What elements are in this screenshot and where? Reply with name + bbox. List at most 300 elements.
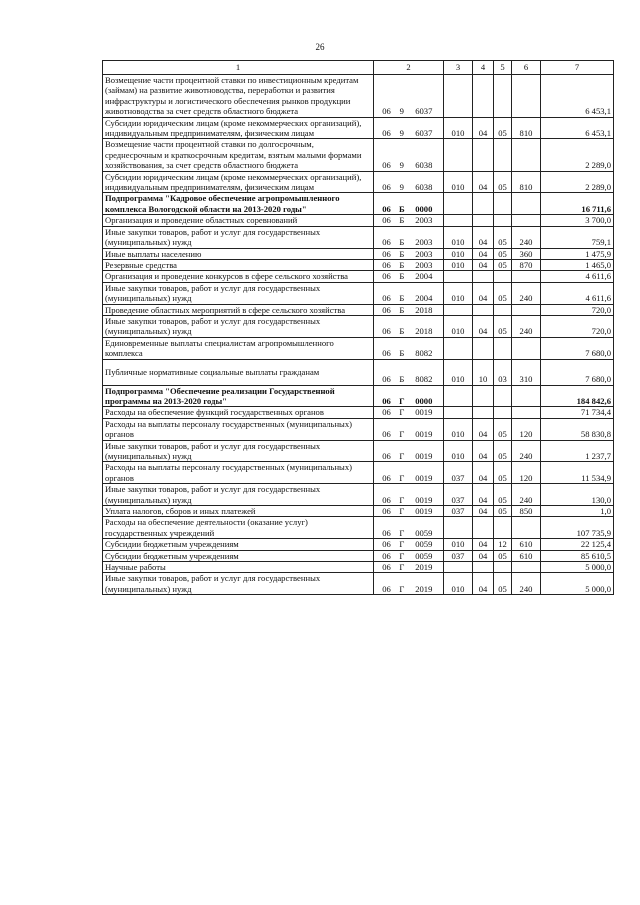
code-section: 06 <box>382 326 391 337</box>
row-amount: 1 465,0 <box>541 259 614 270</box>
row-expense-type <box>512 215 541 226</box>
row-amount: 6 453,1 <box>541 75 614 118</box>
code-direction: 2003 <box>415 215 433 226</box>
code-section: 06 <box>382 248 391 259</box>
row-code <box>374 407 444 418</box>
row-section: 04 <box>473 573 494 595</box>
code-subprogram: Г <box>399 506 405 517</box>
row-name: Иные закупки товаров, работ и услуг для государственных (муниципальных) нужд <box>103 315 374 337</box>
row-section <box>473 304 494 315</box>
row-section: 04 <box>473 226 494 248</box>
code-direction: 8082 <box>415 348 433 359</box>
row-expense-type <box>512 562 541 573</box>
row-subsection <box>494 562 512 573</box>
code-subprogram: 9 <box>399 128 404 139</box>
row-code <box>374 550 444 561</box>
table-row <box>103 304 614 315</box>
code-section: 06 <box>382 348 391 359</box>
table-row <box>103 226 614 248</box>
row-expense-type <box>512 193 541 215</box>
table-row <box>103 359 614 385</box>
code-direction: 0059 <box>415 550 433 561</box>
row-ministry: 010 <box>444 573 473 595</box>
row-section <box>473 562 494 573</box>
row-subsection <box>494 215 512 226</box>
row-ministry: 037 <box>444 506 473 517</box>
code-section: 06 <box>382 304 391 315</box>
code-section: 06 <box>382 472 391 483</box>
row-expense-type: 120 <box>512 418 541 440</box>
row-ministry: 010 <box>444 248 473 259</box>
code-section: 06 <box>382 215 391 226</box>
table-row <box>103 315 614 337</box>
code-direction: 6038 <box>415 160 433 171</box>
row-ministry: 010 <box>444 117 473 139</box>
row-amount: 759,1 <box>541 226 614 248</box>
row-amount: 6 453,1 <box>541 117 614 139</box>
row-section: 04 <box>473 539 494 550</box>
row-section: 04 <box>473 171 494 193</box>
code-direction: 0019 <box>415 506 433 517</box>
row-ministry <box>444 385 473 407</box>
code-direction: 0000 <box>415 203 433 214</box>
row-amount: 2 289,0 <box>541 171 614 193</box>
row-ministry: 037 <box>444 462 473 484</box>
row-code <box>374 440 444 462</box>
row-expense-type <box>512 337 541 359</box>
code-subprogram: Г <box>399 395 405 406</box>
row-amount: 107 735,9 <box>541 517 614 539</box>
row-ministry <box>444 139 473 171</box>
row-code <box>374 117 444 139</box>
row-ministry <box>444 75 473 118</box>
row-section: 04 <box>473 259 494 270</box>
row-code <box>374 573 444 595</box>
row-name: Расходы на выплаты персоналу государственных (муниципальных) органов <box>103 418 374 440</box>
header-cell-4: 4 <box>473 61 494 75</box>
row-amount: 7 680,0 <box>541 359 614 385</box>
row-section <box>473 271 494 282</box>
row-section: 04 <box>473 440 494 462</box>
code-subprogram: Г <box>399 494 405 505</box>
row-amount: 11 534,9 <box>541 462 614 484</box>
row-ministry <box>444 271 473 282</box>
table-row <box>103 171 614 193</box>
row-subsection: 05 <box>494 550 512 561</box>
header-cell-3: 3 <box>444 61 473 75</box>
row-amount: 1 237,7 <box>541 440 614 462</box>
table-row <box>103 573 614 595</box>
table-row <box>103 248 614 259</box>
table-row <box>103 484 614 506</box>
row-ministry: 010 <box>444 282 473 304</box>
row-expense-type: 870 <box>512 259 541 270</box>
code-direction: 2003 <box>415 248 433 259</box>
code-subprogram: 9 <box>399 106 404 117</box>
row-section <box>473 385 494 407</box>
code-direction: 6037 <box>415 106 433 117</box>
row-section: 04 <box>473 117 494 139</box>
row-name: Субсидии бюджетным учреждениям <box>103 550 374 561</box>
code-subprogram: Г <box>399 429 405 440</box>
row-section: 04 <box>473 462 494 484</box>
table-row <box>103 193 614 215</box>
row-section <box>473 139 494 171</box>
row-name: Возмещение части процентной ставки по долгосрочным, среднесрочным и краткосрочным кредитам, взятым малыми формами хозяйствования, за счет средств областного бюджета <box>103 139 374 171</box>
code-section: 06 <box>382 293 391 304</box>
row-expense-type <box>512 385 541 407</box>
header-cell-1: 1 <box>103 61 374 75</box>
code-section: 06 <box>382 203 391 214</box>
code-subprogram: Г <box>399 527 405 538</box>
row-expense-type: 240 <box>512 315 541 337</box>
code-subprogram: Б <box>399 259 405 270</box>
code-subprogram: Б <box>399 215 405 226</box>
header-row <box>103 61 614 75</box>
row-name: Расходы на выплаты персоналу государственных (муниципальных) органов <box>103 462 374 484</box>
row-code <box>374 139 444 171</box>
row-ministry: 010 <box>444 418 473 440</box>
row-section: 04 <box>473 315 494 337</box>
row-expense-type: 360 <box>512 248 541 259</box>
row-ministry: 010 <box>444 171 473 193</box>
code-section: 06 <box>382 506 391 517</box>
code-subprogram: Б <box>399 248 405 259</box>
row-ministry: 037 <box>444 484 473 506</box>
row-section: 04 <box>473 550 494 561</box>
row-ministry: 010 <box>444 359 473 385</box>
row-code <box>374 282 444 304</box>
row-amount: 3 700,0 <box>541 215 614 226</box>
row-subsection <box>494 304 512 315</box>
code-subprogram: Б <box>399 326 405 337</box>
code-section: 06 <box>382 562 391 573</box>
table-row <box>103 539 614 550</box>
code-subprogram: Г <box>399 472 405 483</box>
row-name: Подпрограмма "Кадровое обеспечение агропромышленного комплекса Вологодской области на 2013-2020 годы" <box>103 193 374 215</box>
code-section: 06 <box>382 550 391 561</box>
code-subprogram: Г <box>399 550 405 561</box>
row-subsection: 05 <box>494 506 512 517</box>
row-subsection: 05 <box>494 282 512 304</box>
code-subprogram: Б <box>399 271 405 282</box>
row-ministry: 010 <box>444 440 473 462</box>
code-subprogram: Г <box>399 583 405 594</box>
code-section: 06 <box>382 451 391 461</box>
row-code <box>374 385 444 407</box>
code-direction: 0019 <box>415 472 433 483</box>
row-subsection <box>494 75 512 118</box>
row-code <box>374 418 444 440</box>
row-name: Субсидии юридическим лицам (кроме некоммерческих организаций), индивидуальным предпринимателям, физическим лицам <box>103 117 374 139</box>
code-direction: 6037 <box>415 128 433 139</box>
row-amount: 71 734,4 <box>541 407 614 418</box>
row-expense-type <box>512 271 541 282</box>
row-subsection: 05 <box>494 462 512 484</box>
row-section: 04 <box>473 506 494 517</box>
row-subsection: 05 <box>494 484 512 506</box>
row-subsection: 03 <box>494 359 512 385</box>
row-section: 10 <box>473 359 494 385</box>
row-name: Субсидии бюджетным учреждениям <box>103 539 374 550</box>
row-code <box>374 304 444 315</box>
code-direction: 6038 <box>415 182 433 193</box>
table-row <box>103 215 614 226</box>
row-amount: 5 000,0 <box>541 573 614 595</box>
row-amount: 184 842,6 <box>541 385 614 407</box>
code-subprogram: Б <box>399 374 405 385</box>
row-code <box>374 506 444 517</box>
row-name: Возмещение части процентной ставки по инвестиционным кредитам (займам) на развитие животноводства, переработки и развития инфраструктуры и логистического обеспечения рынков продукции животноводства за счет средств областного бюджета <box>103 75 374 118</box>
code-section: 06 <box>382 527 391 538</box>
row-name: Расходы на обеспечение функций государственных органов <box>103 407 374 418</box>
row-subsection <box>494 407 512 418</box>
code-subprogram: Б <box>399 237 405 248</box>
row-section: 04 <box>473 282 494 304</box>
table-row <box>103 418 614 440</box>
row-code <box>374 359 444 385</box>
row-ministry: 010 <box>444 259 473 270</box>
row-code <box>374 259 444 270</box>
row-code <box>374 337 444 359</box>
code-direction: 2003 <box>415 237 433 248</box>
row-name: Иные выплаты населению <box>103 248 374 259</box>
row-subsection: 05 <box>494 171 512 193</box>
code-subprogram: Г <box>399 539 405 550</box>
row-subsection: 12 <box>494 539 512 550</box>
row-expense-type <box>512 304 541 315</box>
code-direction: 0019 <box>415 494 433 505</box>
row-amount: 2 289,0 <box>541 139 614 171</box>
row-name: Единовременные выплаты специалистам агропромышленного комплекса <box>103 337 374 359</box>
row-subsection <box>494 385 512 407</box>
row-code <box>374 462 444 484</box>
row-section <box>473 517 494 539</box>
row-name: Иные закупки товаров, работ и услуг для государственных (муниципальных) нужд <box>103 282 374 304</box>
row-subsection: 05 <box>494 573 512 595</box>
code-direction: 2018 <box>415 304 433 315</box>
code-section: 06 <box>382 237 391 248</box>
row-section <box>473 75 494 118</box>
row-name: Расходы на обеспечение деятельности (оказание услуг) государственных учреждений <box>103 517 374 539</box>
code-section: 06 <box>382 259 391 270</box>
row-expense-type: 240 <box>512 282 541 304</box>
table-row <box>103 75 614 118</box>
row-section <box>473 407 494 418</box>
code-direction: 2003 <box>415 259 433 270</box>
row-name: Иные закупки товаров, работ и услуг для государственных (муниципальных) нужд <box>103 440 374 462</box>
table-row <box>103 407 614 418</box>
table-row <box>103 517 614 539</box>
code-subprogram: Б <box>399 293 405 304</box>
row-expense-type: 810 <box>512 117 541 139</box>
row-subsection <box>494 337 512 359</box>
budget-table <box>102 60 614 595</box>
header-cell-2: 2 <box>374 61 444 75</box>
row-ministry: 010 <box>444 539 473 550</box>
row-code <box>374 271 444 282</box>
row-expense-type: 310 <box>512 359 541 385</box>
row-amount: 5 000,0 <box>541 562 614 573</box>
row-amount: 1 475,9 <box>541 248 614 259</box>
row-amount: 4 611,6 <box>541 271 614 282</box>
table-row <box>103 440 614 462</box>
row-amount: 85 610,5 <box>541 550 614 561</box>
code-section: 06 <box>382 395 391 406</box>
code-section: 06 <box>382 271 391 282</box>
row-section: 04 <box>473 248 494 259</box>
row-subsection <box>494 271 512 282</box>
row-subsection <box>494 193 512 215</box>
row-name: Публичные нормативные социальные выплаты гражданам <box>103 359 374 385</box>
row-subsection: 05 <box>494 315 512 337</box>
row-ministry <box>444 215 473 226</box>
table-row <box>103 271 614 282</box>
row-subsection <box>494 517 512 539</box>
row-name: Субсидии юридическим лицам (кроме некоммерческих организаций), индивидуальным предпринимателям, физическим лицам <box>103 171 374 193</box>
row-code <box>374 171 444 193</box>
row-amount: 16 711,6 <box>541 193 614 215</box>
header-cell-5: 5 <box>494 61 512 75</box>
row-subsection: 05 <box>494 248 512 259</box>
row-ministry <box>444 407 473 418</box>
code-section: 06 <box>382 182 391 193</box>
row-ministry <box>444 562 473 573</box>
row-section: 04 <box>473 418 494 440</box>
row-expense-type: 120 <box>512 462 541 484</box>
table-row <box>103 550 614 561</box>
row-expense-type: 810 <box>512 171 541 193</box>
code-direction: 2004 <box>415 271 433 282</box>
code-subprogram: 9 <box>399 160 404 171</box>
table-row <box>103 337 614 359</box>
code-section: 06 <box>382 374 391 385</box>
row-code <box>374 315 444 337</box>
row-amount: 1,0 <box>541 506 614 517</box>
row-code <box>374 75 444 118</box>
row-expense-type <box>512 407 541 418</box>
row-section: 04 <box>473 484 494 506</box>
row-ministry: 010 <box>444 315 473 337</box>
row-subsection: 05 <box>494 117 512 139</box>
row-code <box>374 248 444 259</box>
header-cell-6: 6 <box>512 61 541 75</box>
code-direction: 2019 <box>415 562 433 573</box>
code-section: 06 <box>382 407 391 418</box>
code-subprogram: Г <box>399 562 405 573</box>
row-name: Проведение областных мероприятий в сфере сельского хозяйства <box>103 304 374 315</box>
row-code <box>374 562 444 573</box>
row-expense-type <box>512 139 541 171</box>
row-name: Организация и проведение конкурсов в сфере сельского хозяйства <box>103 271 374 282</box>
row-expense-type: 850 <box>512 506 541 517</box>
row-name: Резервные средства <box>103 259 374 270</box>
row-name: Иные закупки товаров, работ и услуг для государственных (муниципальных) нужд <box>103 573 374 595</box>
table-row <box>103 562 614 573</box>
header-cell-7: 7 <box>541 61 614 75</box>
row-expense-type: 610 <box>512 550 541 561</box>
row-expense-type: 240 <box>512 484 541 506</box>
row-code <box>374 484 444 506</box>
table-row <box>103 139 614 171</box>
row-ministry: 010 <box>444 226 473 248</box>
code-section: 06 <box>382 106 391 117</box>
row-subsection: 05 <box>494 226 512 248</box>
row-subsection: 05 <box>494 259 512 270</box>
code-section: 06 <box>382 128 391 139</box>
code-subprogram: Г <box>399 407 405 418</box>
code-direction: 0000 <box>415 395 433 406</box>
row-code <box>374 539 444 550</box>
row-amount: 720,0 <box>541 304 614 315</box>
row-ministry <box>444 337 473 359</box>
row-name: Уплата налогов, сборов и иных платежей <box>103 506 374 517</box>
code-direction: 0019 <box>415 451 433 461</box>
code-direction: 0059 <box>415 539 433 550</box>
row-amount: 22 125,4 <box>541 539 614 550</box>
row-code <box>374 226 444 248</box>
code-section: 06 <box>382 429 391 440</box>
code-section: 06 <box>382 583 391 594</box>
code-direction: 0019 <box>415 407 433 418</box>
row-section <box>473 215 494 226</box>
row-expense-type: 610 <box>512 539 541 550</box>
table-row <box>103 259 614 270</box>
row-code <box>374 193 444 215</box>
row-code <box>374 215 444 226</box>
code-subprogram: Г <box>399 451 405 461</box>
code-direction: 0019 <box>415 429 433 440</box>
row-expense-type <box>512 75 541 118</box>
table-row <box>103 506 614 517</box>
row-name: Организация и проведение областных соревнований <box>103 215 374 226</box>
row-amount: 130,0 <box>541 484 614 506</box>
row-amount: 720,0 <box>541 315 614 337</box>
code-direction: 0059 <box>415 527 433 538</box>
code-section: 06 <box>382 160 391 171</box>
code-subprogram: Б <box>398 203 405 214</box>
row-expense-type <box>512 517 541 539</box>
code-subprogram: Б <box>399 304 405 315</box>
row-ministry <box>444 193 473 215</box>
row-subsection: 05 <box>494 440 512 462</box>
row-amount: 58 830,8 <box>541 418 614 440</box>
row-section <box>473 337 494 359</box>
row-ministry: 037 <box>444 550 473 561</box>
row-subsection <box>494 139 512 171</box>
table-row <box>103 462 614 484</box>
code-subprogram: Б <box>399 348 405 359</box>
row-name: Иные закупки товаров, работ и услуг для государственных (муниципальных) нужд <box>103 484 374 506</box>
row-section <box>473 193 494 215</box>
row-code <box>374 517 444 539</box>
code-section: 06 <box>382 494 391 505</box>
row-amount: 4 611,6 <box>541 282 614 304</box>
row-expense-type: 240 <box>512 573 541 595</box>
code-direction: 8082 <box>415 374 433 385</box>
code-direction: 2004 <box>415 293 433 304</box>
row-name: Иные закупки товаров, работ и услуг для государственных (муниципальных) нужд <box>103 226 374 248</box>
table-row <box>103 385 614 407</box>
code-direction: 2019 <box>415 583 433 594</box>
page-number: 26 <box>315 42 325 52</box>
row-expense-type: 240 <box>512 226 541 248</box>
code-direction: 2018 <box>415 326 433 337</box>
row-amount: 7 680,0 <box>541 337 614 359</box>
row-subsection: 05 <box>494 418 512 440</box>
row-ministry <box>444 304 473 315</box>
table-row <box>103 117 614 139</box>
